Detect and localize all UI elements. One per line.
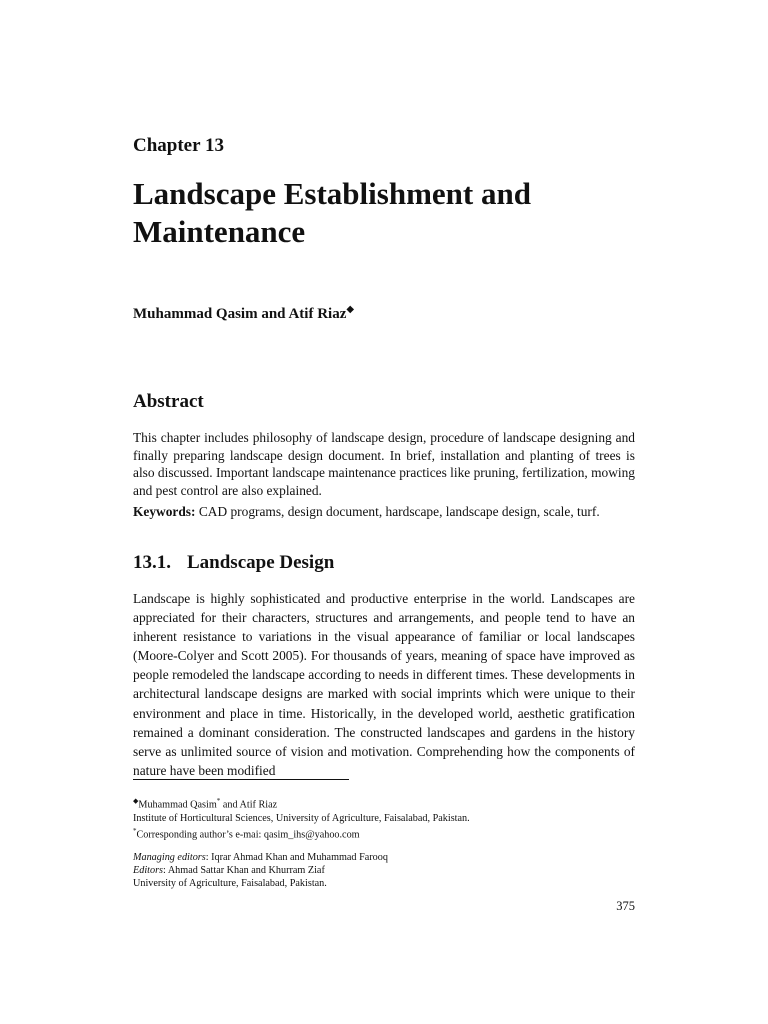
author-names-text: Muhammad Qasim and Atif Riaz [133, 306, 347, 322]
footnote-institute: Institute of Horticultural Sciences, University of Agriculture, Faisalabad, Pakistan. [133, 812, 470, 824]
editors-block [133, 851, 635, 891]
abstract-text: This chapter includes philosophy of landscape design, procedure of landscape designing and finally preparing landscape design document. In brief, installation and planting of trees is also discussed. Important landscape maintenance practices like pruning, fertilization, mowing and pest control are also explained. [133, 430, 635, 498]
footnote-corresponding-star: * [133, 826, 137, 835]
footnote-corresponding [133, 825, 635, 842]
managing-editors-label: Managing editors [133, 852, 206, 863]
keywords [133, 503, 635, 521]
editors-affiliation: University of Agriculture, Faisalabad, Pakistan. [133, 878, 327, 890]
editors-names: : Ahmad Sattar Khan and Khurram Ziaf [163, 865, 325, 877]
managing-editors-names: : Iqrar Ahmad Khan and Muhammad Farooq [205, 852, 388, 863]
editors-label: Editors [133, 865, 164, 877]
keywords-text: CAD programs, design document, hardscape, landscape design, scale, turf. [198, 504, 600, 519]
section-body-text: Landscape is highly sophisticated and productive enterprise in the world. Landscapes are appreciated for their characters, structures and arrangements, and people tend to have an inherent resistance to variations in the visual appearance of familiar or local landscapes (Moore-Colyer and Scott 2005). For thousands of years, meaning of space have improved as people remodeled the landscape according to needs in different times. These developments in architectural landscape designs are marked with social imprints which were unique to their environment and place in time. Historically, in the developed world, aesthetic gratification remained a dominant consideration. The constructed landscapes and gardens in the history serve as unlimited source of vision and motivation. Comprehending how the components of nature have been modified [133, 591, 635, 778]
section-title: Landscape Design [187, 552, 335, 573]
author-diamond-marker: ◆ [346, 304, 355, 315]
author-names [133, 304, 354, 323]
managing-editors [133, 851, 635, 864]
footnote-corresponding-text: Corresponding author’s e-mai: qasim_ihs@yahoo.com [136, 829, 360, 841]
footnote-author-first: Muhammad Qasim [138, 799, 217, 811]
abstract-heading: Abstract [133, 391, 204, 412]
footnote-author-rest: and Atif Riaz [220, 799, 278, 811]
footnotes [133, 795, 635, 841]
chapter-label: Chapter 13 [133, 135, 224, 156]
footnote-authors [133, 795, 635, 812]
footnote-author-star: * [216, 797, 221, 805]
footnote-divider [133, 779, 349, 780]
chapter-title: Landscape Establishment and Maintenance [133, 176, 531, 249]
page [133, 0, 635, 1024]
footnote-diamond-marker: ◆ [133, 797, 139, 805]
section-heading [133, 552, 334, 574]
editors [133, 864, 635, 877]
keywords-label: Keywords: [133, 504, 196, 519]
page-number: 375 [616, 899, 635, 913]
section-number: 13.1. [133, 552, 171, 573]
